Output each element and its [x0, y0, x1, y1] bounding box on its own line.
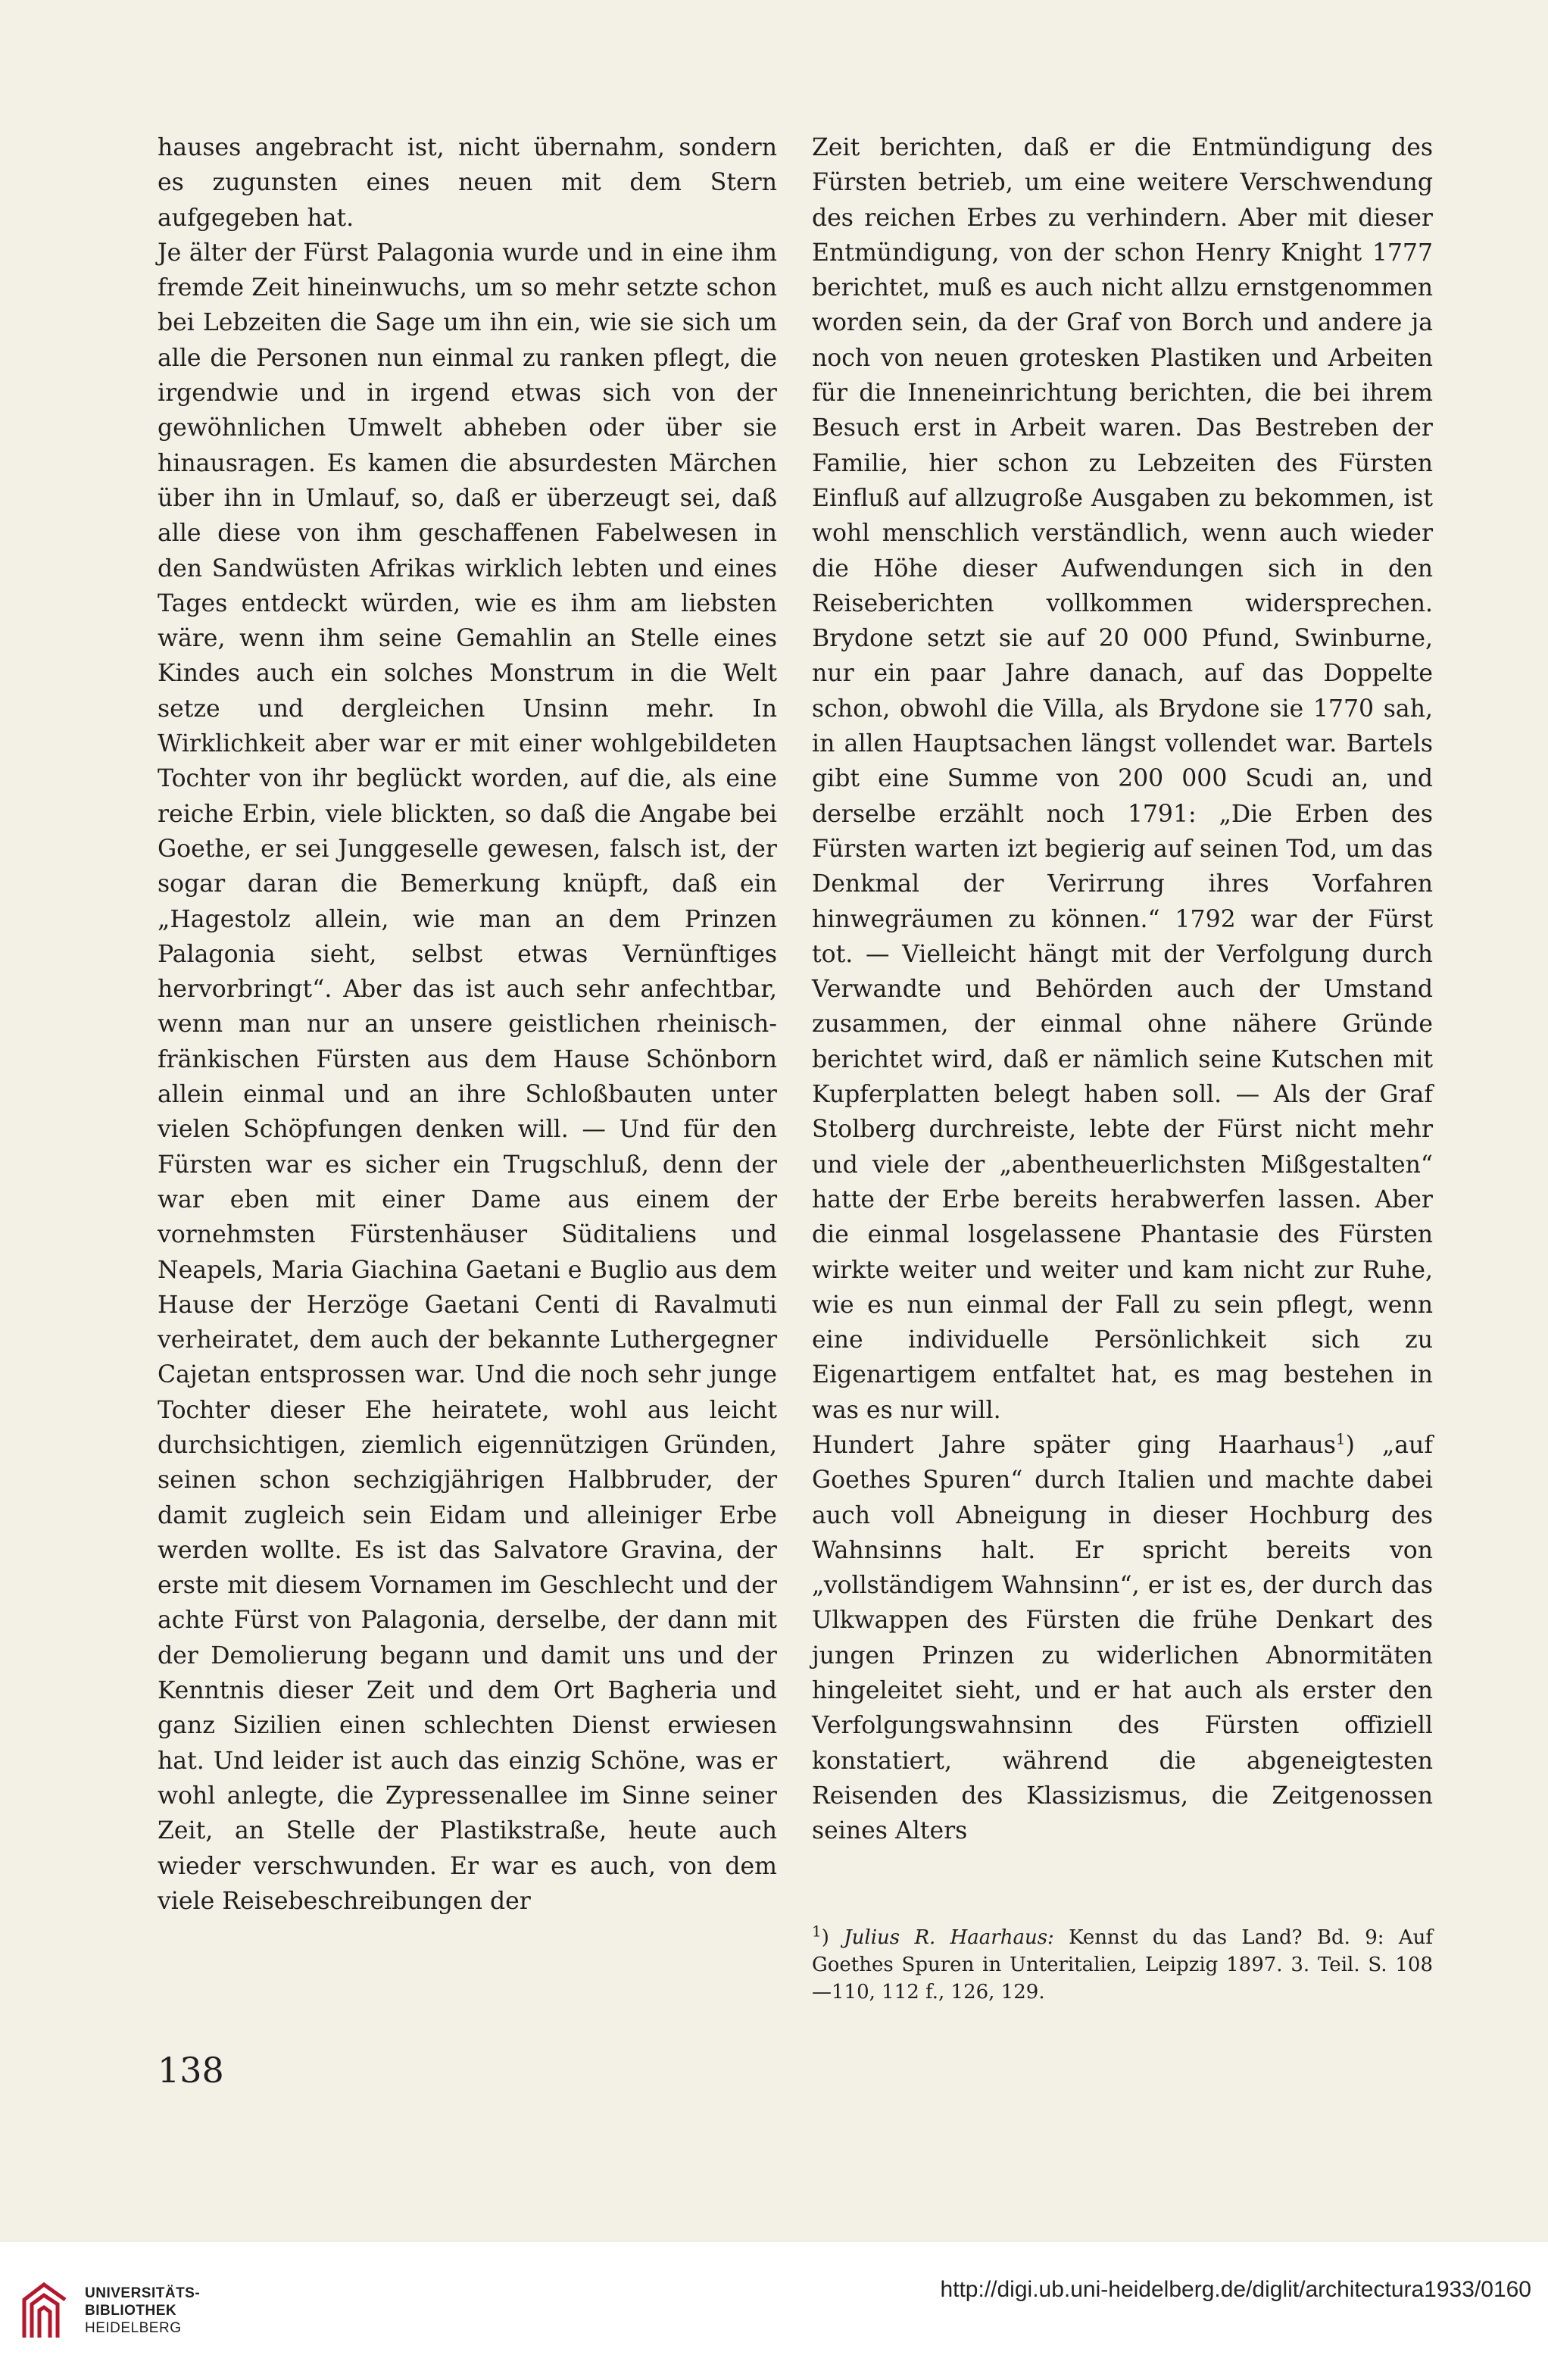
digitization-footer [0, 2242, 1548, 2380]
paragraph: Je älter der Fürst Palagonia wurde und in eine ihm fremde Zeit hineinwuchs, um so mehr setzte schon bei Lebzeiten die Sage um ihn ein, wie sie sich um alle die Personen nun einmal zu ranken pflegt, die irgendwie und in irgend etwas sich von der gewöhnlichen Umwelt abheben oder über sie hinausragen. Es kamen die absurdesten Märchen über ihn in Umlauf, so, daß er überzeugt sei, daß alle diese von ihm geschaffenen Fabelwesen in den Sandwüsten Afrikas wirklich lebten und eines Tages entdeckt würden, wie es ihm am liebsten wäre, wenn ihm seine Gemahlin an Stelle eines Kindes auch ein solches Monstrum in die Welt setze und dergleichen Unsinn mehr. In Wirklichkeit aber war er mit einer wohlgebildeten Tochter von ihr beglückt worden, auf die, als eine reiche Erbin, viele blickten, so daß die Angabe bei Goethe, er sei Junggeselle gewesen, falsch ist, der sogar daran die Bemerkung knüpft, daß ein „Hagestolz allein, wie man an dem Prinzen Palagonia sieht, selbst etwas Vernünftiges hervorbringt“. Aber das ist auch sehr anfechtbar, wenn man nur an unsere geistlichen rheinisch-fränkischen Fürsten aus dem Hause Schönborn allein einmal und an ihre Schloßbauten unter vielen Schöpfungen denken will. — Und für den Fürsten war es sicher ein Trugschluß, denn der war eben mit einer Dame aus einem der vornehmsten Fürstenhäuser Süditaliens und Neapels, Maria Giachina Gaetani e Buglio aus dem Hause der Herzöge Gaetani Centi di Ravalmuti verheiratet, dem auch der bekannte Luthergegner Cajetan entsprossen war. Und die noch sehr junge Tochter dieser Ehe heiratete, wohl aus leicht durchsichtigen, ziemlich eigennützigen Gründen, seinen schon sechzigjährigen Halbbruder, der damit zugleich sein Eidam und alleiniger Erbe werden wollte. Es ist das Salvatore Gravina, der erste mit diesem Vornamen im Geschlecht und der achte Fürst von Palagonia, derselbe, der dann mit der Demolierung begann und damit uns und der Kenntnis dieser Zeit und dem Ort Bagheria und ganz Sizilien einen schlechten Dienst erwiesen hat. Und leider ist auch das einzig Schöne, was er wohl anlegte, die Zypressenallee im Sinne seiner Zeit, an Stelle der Plastikstraße, heute auch wieder verschwunden. Er war es auch, von dem viele Reisebeschreibungen der [158, 239, 777, 1915]
footnote-marker: 1 [812, 1922, 822, 1941]
footnote-text: Kennst du das Land? Bd. 9: Auf Goethes Spuren in Unteritalien, Leipzig 1897. 3. Teil. S. 108—110, 112 f., 126, 129. [812, 1926, 1433, 2004]
permalink-url[interactable]: http://digi.ub.uni-heidelberg.de/diglit/architectura1933/0160 [940, 2277, 1531, 2302]
text-column-right [812, 130, 1433, 1849]
library-name-line: HEIDELBERG [85, 2320, 182, 2336]
paragraph [812, 1428, 1433, 1849]
text-column-left [158, 130, 777, 1919]
paragraph-text: Hundert Jahre später ging Haarhaus [812, 1431, 1336, 1459]
footnote: $^1$) Julius R. Haarhaus: Kennst du das Land? Bd. 9: Auf Goethes Spuren in Unteritalien, Leipzig 1897. 3. Teil. S. 108—110, 112 f., 126, 129. [812, 1922, 1433, 2004]
footnote-reference[interactable]: 1 [1335, 1429, 1346, 1448]
library-name-line: BIBLIOTHEK [85, 2303, 177, 2319]
page-number: 138 [158, 2050, 224, 2091]
paragraph: hauses angebracht ist, nicht übernahm, sondern es zugunsten eines neuen mit dem Stern aufgegeben hat. [158, 134, 777, 232]
heidelberg-library-logo-icon[interactable] [18, 2278, 71, 2344]
paragraph-text: ) „auf Goethes Spuren“ durch Italien und machte dabei auch voll Abneigung in dieser Hochburg des Wahnsinns halt. Er spricht bereits von „vollständigem Wahnsinn“, er ist es, der durch das Ulkwappen des Fürsten die frühe Denkart des jungen Prinzen zu widerlichen Abnormitäten hingeleitet sieht, und er hat auch als erster den Verfolgungswahnsinn des Fürsten offiziell konstatiert, während die abgeneigtesten Reisenden des Klassizismus, die Zeitgenossen seines Alters [812, 1431, 1433, 1845]
footnote-author: Julius R. Haarhaus: [844, 1926, 1054, 1949]
library-name [85, 2285, 200, 2337]
library-name-line: UNIVERSITÄTS- [85, 2285, 201, 2301]
paragraph: Zeit berichten, daß er die Entmündigung des Fürsten betrieb, um eine weitere Verschwendung des reichen Erbes zu verhindern. Aber mit dieser Entmündigung, von der schon Henry Knight 1777 berichtet, muß es auch nicht allzu ernstgenommen worden sein, da der Graf von Borch und andere ja noch von neuen grotesken Plastiken und Arbeiten für die Inneneinrichtung berichten, die bei ihrem Besuch erst in Arbeit waren. Das Bestreben der Familie, hier schon zu Lebzeiten des Fürsten Einfluß auf allzugroße Ausgaben zu bekommen, ist wohl menschlich verständlich, wenn auch wieder die Höhe dieser Aufwendungen sich in den Reiseberichten vollkommen widersprechen. Brydone setzt sie auf 20 000 Pfund, Swinburne, nur ein paar Jahre danach, auf das Doppelte schon, obwohl die Villa, als Brydone sie 1770 sah, in allen Hauptsachen längst vollendet war. Bartels gibt eine Summe von 200 000 Scudi an, und derselbe erzählt noch 1791: „Die Erben des Fürsten warten izt begierig auf seinen Tod, um das Denkmal der Verirrung ihres Vorfahren hinwegräumen zu können.“ 1792 war der Fürst tot. — Vielleicht hängt mit der Verfolgung durch Verwandte und Behörden auch der Umstand zusammen, der einmal ohne nähere Gründe berichtet wird, daß er nämlich seine Kutschen mit Kupferplatten belegt haben soll. — Als der Graf Stolberg durchreiste, lebte der Fürst nicht mehr und viele der „abentheuerlichsten Mißgestalten“ hatte der Erbe bereits herabwerfen lassen. Aber die einmal losgelassene Phantasie des Fürsten wirkte weiter und weiter und kam nicht zur Ruhe, wie es nun einmal der Fall zu sein pflegt, wenn eine individuelle Persönlichkeit sich zu Eigenartigem entfaltet hat, es mag bestehen in was es nur will. [812, 134, 1433, 1424]
